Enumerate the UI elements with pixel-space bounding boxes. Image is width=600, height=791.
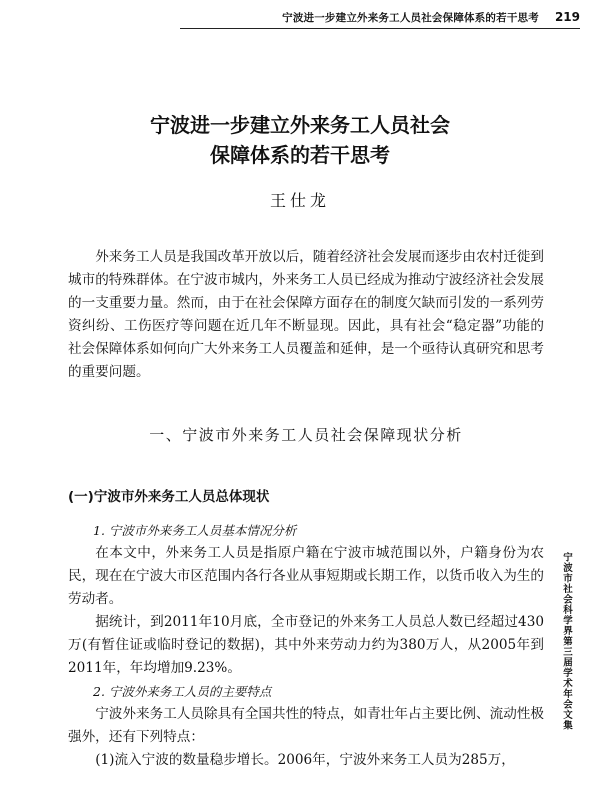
intro-block (68, 246, 544, 384)
page-number: 219 (554, 10, 580, 24)
subsection-1-body (68, 519, 544, 772)
title-line-2: 保障体系的若干思考 (210, 143, 390, 167)
item-2-heading: 2. 宁波外来务工人员的主要特点 (93, 684, 272, 699)
subsection-1-heading: (一)宁波市外来务工人员总体现状 (68, 489, 270, 505)
item-1-paragraph-2: 据统计，到2011年10月底，全市登记的外来务工人员总人数已经超过430万(有暂住证或临时登记的数据)，其中外来劳动力约为380万人，从2005年到2011年，年均增加9.23%。 (68, 614, 544, 676)
item-2-paragraph-1: 宁波外来务工人员除具有全国共性的特点，如青壮年占主要比例、流动性极强外，还有下列特点： (68, 706, 544, 745)
item-2-paragraph-2: (1)流入宁波的数量稳步增长。2006年，宁波外来务工人员为285万， (95, 752, 515, 768)
section-1-heading: 一、宁波市外来务工人员社会保障现状分析 (149, 426, 463, 444)
title-line-1: 宁波进一步建立外来务工人员社会 (150, 113, 450, 137)
intro-paragraph: 外来务工人员是我国改革开放以后，随着经济社会发展而逐步由农村迁徙到城市的特殊群体。在宁波市城内，外来务工人员已经成为推动宁波经济社会发展的一支重要力量。然而，由于在社会保障方面存在的制度欠缺而引发的一系列劳资纠纷、工伤医疗等问题在近几年不断显现。因此，具有社会“稳定器”功能的社会保障体系如何向广大外来务工人员覆盖和延伸，是一个亟待认真研究和思考的重要问题。 (68, 249, 544, 380)
running-title: 宁波进一步建立外来务工人员社会保障体系的若干思考 (282, 11, 539, 24)
article-title (0, 110, 600, 170)
item-1-paragraph-1: 在本文中，外来务工人员是指原户籍在宁波市城范围以外，户籍身份为农民，现在在宁波大市区范围内各行各业从事短期或长期工作，以货币收入为生的劳动者。 (68, 545, 544, 607)
side-note: 宁波市社会科学界第三届学术年会文集 (561, 552, 572, 731)
author-name: 王仕龙 (269, 191, 330, 210)
running-header (180, 6, 580, 29)
item-1-heading: 1. 宁波市外来务工人员基本情况分析 (93, 523, 297, 538)
